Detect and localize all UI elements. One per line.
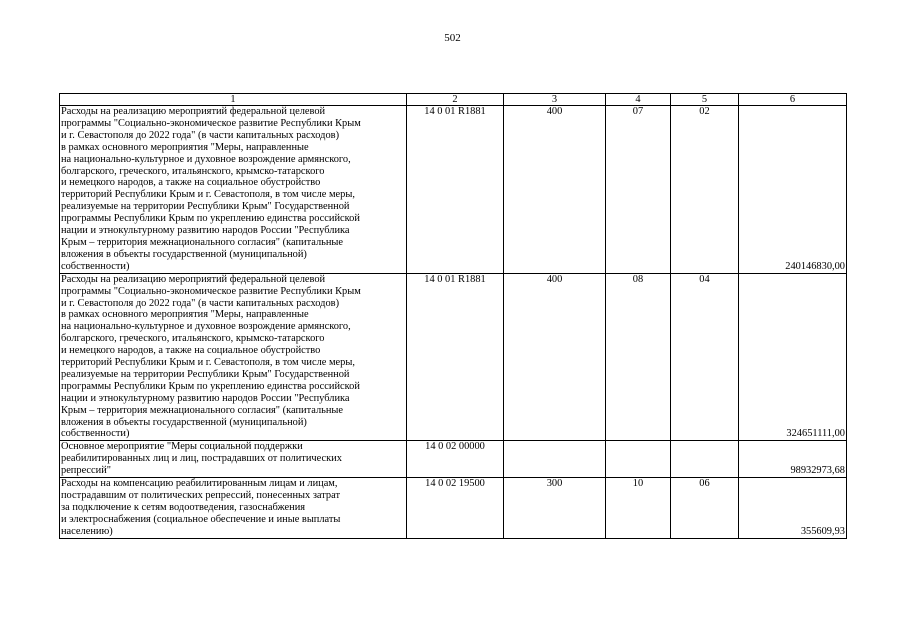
row-section: 10: [606, 478, 671, 539]
budget-table: [59, 93, 847, 539]
description-line: вложения в объекты государственной (муниципальной): [61, 248, 307, 260]
table-row: [60, 273, 847, 441]
description-line: болгарского, греческого, итальянского, крымско-татарского: [61, 165, 325, 177]
description-line: собственности): [61, 260, 130, 272]
description-line: программы "Социально-экономическое развитие Республики Крым: [61, 117, 361, 129]
row-expense-type: [504, 441, 606, 478]
description-line: реабилитированных лиц и лиц, пострадавших от политических: [61, 453, 342, 465]
row-section: [606, 441, 671, 478]
row-target-code: 14 0 01 R1881: [407, 106, 504, 274]
description-line: нации и этнокультурному развитию народов России "Республика: [61, 225, 350, 237]
description-line: и электроснабжения (социальное обеспечение и иные выплаты: [61, 513, 341, 525]
description-line: реализуемые на территории Республики Крым" Государственной: [61, 201, 350, 213]
row-amount: 355609,93: [739, 478, 847, 539]
page-number: 502: [444, 32, 461, 44]
row-subsection: 06: [671, 478, 739, 539]
description-line: Основное мероприятие "Меры социальной поддержки: [61, 441, 303, 453]
row-description: [60, 106, 407, 274]
description-line: Крым – территория межнационального согласия" (капитальные: [61, 236, 344, 248]
row-expense-type: 300: [504, 478, 606, 539]
description-line: населению): [61, 525, 113, 537]
description-line: в рамках основного мероприятия "Меры, направленные: [61, 309, 309, 321]
row-target-code: 14 0 01 R1881: [407, 273, 504, 441]
row-subsection: 02: [671, 106, 739, 274]
header-cell-4: 4: [606, 94, 671, 106]
description-line: болгарского, греческого, итальянского, крымско-татарского: [61, 333, 325, 345]
description-line: Расходы на компенсацию реабилитированным лицам и лицам,: [61, 478, 338, 490]
row-description: [60, 273, 407, 441]
description-line: реализуемые на территории Республики Крым" Государственной: [61, 368, 350, 380]
table-row: [60, 478, 847, 539]
description-line: собственности): [61, 428, 130, 440]
row-amount: 240146830,00: [739, 106, 847, 274]
row-subsection: 04: [671, 273, 739, 441]
row-subsection: [671, 441, 739, 478]
row-amount: 98932973,68: [739, 441, 847, 478]
header-cell-2: 2: [407, 94, 504, 106]
description-line: за подключение к сетям водоотведения, газоснабжения: [61, 501, 306, 513]
row-section: 08: [606, 273, 671, 441]
description-line: Крым – территория межнационального согласия" (капитальные: [61, 404, 344, 416]
description-line: и г. Севастополя до 2022 года" (в части капитальных расходов): [61, 129, 340, 141]
row-expense-type: 400: [504, 273, 606, 441]
description-line: территорий Республики Крым и г. Севастополя, в том числе меры,: [61, 189, 355, 201]
table-row: [60, 106, 847, 274]
header-cell-3: 3: [504, 94, 606, 106]
header-cell-6: 6: [739, 94, 847, 106]
description-line: вложения в объекты государственной (муниципальной): [61, 416, 307, 428]
header-row: [60, 94, 847, 106]
description-line: программы Республики Крым по укреплению единства российской: [61, 213, 360, 225]
description-line: пострадавшим от политических репрессий, понесенных затрат: [61, 490, 341, 501]
row-target-code: 14 0 02 19500: [407, 478, 504, 539]
row-amount: 324651111,00: [739, 273, 847, 441]
header-cell-1: 1: [60, 94, 407, 106]
description-line: территорий Республики Крым и г. Севастополя, в том числе меры,: [61, 357, 355, 369]
row-description: [60, 478, 407, 539]
description-line: Расходы на реализацию мероприятий федеральной целевой: [61, 273, 326, 285]
description-line: репрессий": [61, 465, 112, 477]
description-line: на национально-культурное и духовное возрождение армянского,: [61, 153, 351, 165]
description-line: на национально-культурное и духовное возрождение армянского,: [61, 321, 351, 333]
description-line: программы Республики Крым по укреплению единства российской: [61, 380, 360, 392]
description-line: нации и этнокультурному развитию народов России "Республика: [61, 392, 350, 404]
table-row: [60, 441, 847, 478]
row-target-code: 14 0 02 00000: [407, 441, 504, 478]
description-line: Расходы на реализацию мероприятий федеральной целевой: [61, 106, 326, 117]
row-section: 07: [606, 106, 671, 274]
description-line: программы "Социально-экономическое развитие Республики Крым: [61, 285, 361, 297]
header-cell-5: 5: [671, 94, 739, 106]
row-description: [60, 441, 407, 478]
description-line: и г. Севастополя до 2022 года" (в части капитальных расходов): [61, 297, 340, 309]
row-expense-type: 400: [504, 106, 606, 274]
description-line: и немецкого народов, а также на социальное обустройство: [61, 177, 321, 189]
description-line: и немецкого народов, а также на социальное обустройство: [61, 345, 321, 357]
description-line: в рамках основного мероприятия "Меры, направленные: [61, 141, 309, 153]
